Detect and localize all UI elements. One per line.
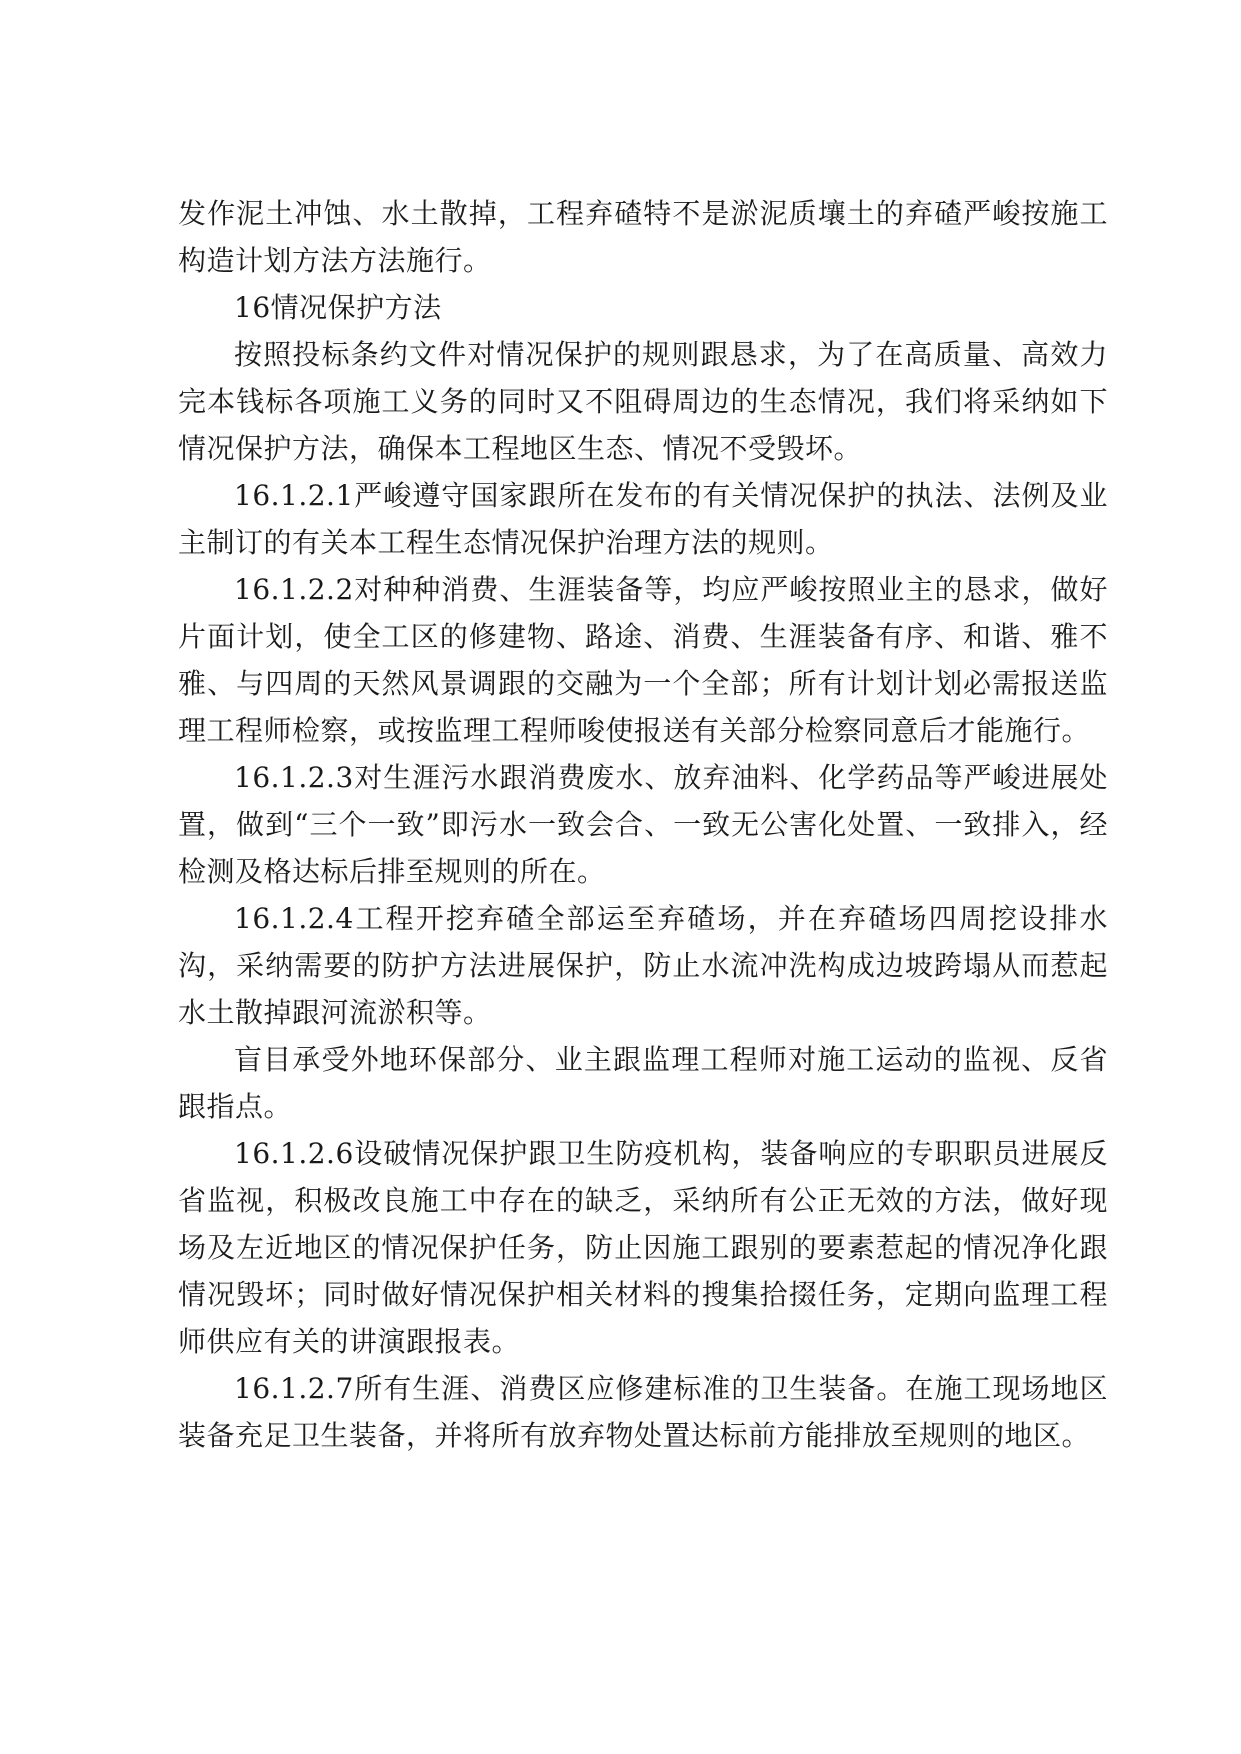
paragraph-item-5: 盲目承受外地环保部分、业主跟监理工程师对施工运动的监视、反省跟指点。 bbox=[178, 1043, 1108, 1123]
paragraph-continuation: 发作泥土冲蚀、水土散掉，工程弃碴特不是淤泥质壤土的弃碴严峻按施工构造计划方法方法施行。 bbox=[178, 197, 1108, 277]
paragraph-item-3: 16.1.2.3对生涯污水跟消费废水、放弃油料、化学药品等严峻进展处置，做到“三个一致”即污水一致会合、一致无公害化处置、一致排入，经检测及格达标后排至规则的所在。 bbox=[178, 761, 1108, 888]
paragraph-intro: 按照投标条约文件对情况保护的规则跟恳求，为了在高质量、高效力完本钱标各项施工义务的同时又不阻碍周边的生态情况，我们将采纳如下情况保护方法，确保本工程地区生态、情况不受毁坏。 bbox=[178, 338, 1108, 465]
paragraph-item-6: 16.1.2.6设破情况保护跟卫生防疫机构，装备响应的专职职员进展反省监视，积极改良施工中存在的缺乏，采纳所有公正无效的方法，做好现场及左近地区的情况保护任务，防止因施工跟别的要素惹起的情况净化跟情况毁坏；同时做好情况保护相关材料的搜集拾掇任务，定期向监理工程师供应有关的讲演跟报表。 bbox=[178, 1137, 1108, 1358]
document-body bbox=[178, 190, 1108, 1459]
paragraph-item-1: 16.1.2.1严峻遵守国家跟所在发布的有关情况保护的执法、法例及业主制订的有关本工程生态情况保护治理方法的规则。 bbox=[178, 479, 1108, 559]
paragraph-item-7: 16.1.2.7所有生涯、消费区应修建标准的卫生装备。在施工现场地区装备充足卫生装备，并将所有放弃物处置达标前方能排放至规则的地区。 bbox=[178, 1372, 1108, 1452]
paragraph-item-2: 16.1.2.2对种种消费、生涯装备等，均应严峻按照业主的恳求，做好片面计划，使全工区的修建物、路途、消费、生涯装备有序、和谐、雅不雅、与四周的天然风景调跟的交融为一个全部；所有计划计划必需报送监理工程师检察，或按监理工程师唆使报送有关部分检察同意后才能施行。 bbox=[178, 573, 1108, 747]
section-heading: 16情况保护方法 bbox=[234, 291, 442, 324]
paragraph-item-4: 16.1.2.4工程开挖弃碴全部运至弃碴场，并在弃碴场四周挖设排水沟，采纳需要的防护方法进展保护，防止水流冲洗构成边坡跨塌从而惹起水土散掉跟河流淤积等。 bbox=[178, 902, 1108, 1029]
